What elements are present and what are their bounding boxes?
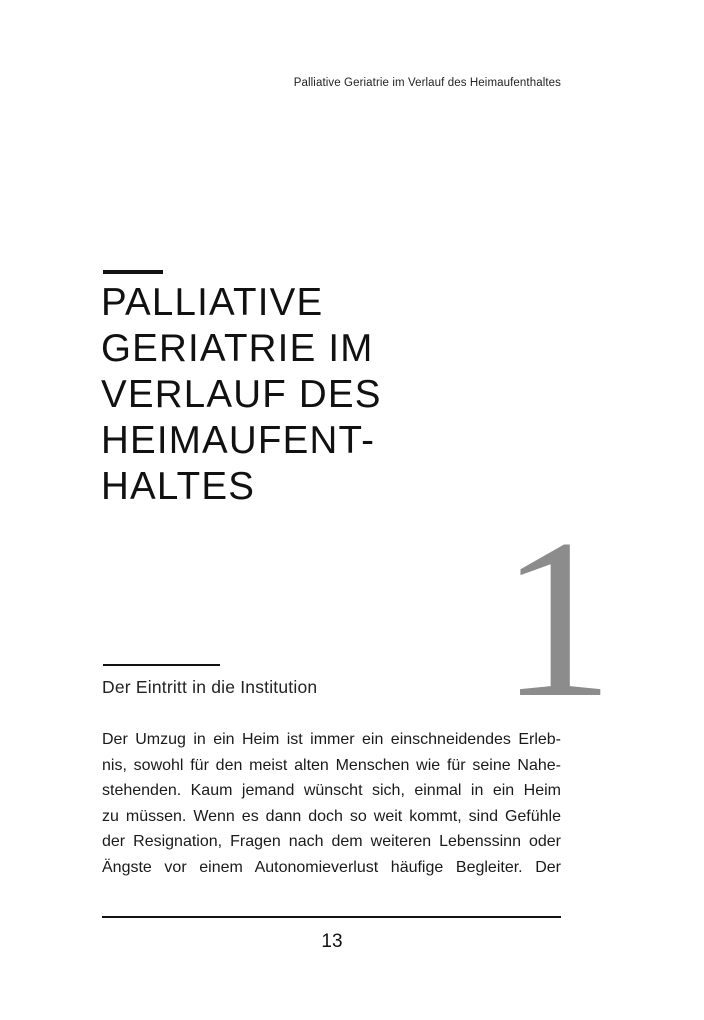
title-accent-bar <box>103 270 163 274</box>
chapter-number: 1 <box>500 493 614 745</box>
chapter-title-line: HALTES <box>101 465 256 508</box>
body-line: stehenden. Kaum jemand wünscht sich, einmal in ein Heim <box>102 782 561 799</box>
body-paragraph <box>102 727 561 880</box>
page-number: 13 <box>321 931 343 952</box>
section-rule <box>103 664 220 666</box>
chapter-title-line: HEIMAUFENT- <box>101 419 376 462</box>
chapter-title-line: PALLIATIVE <box>101 281 324 324</box>
running-header: Palliative Geriatrie im Verlauf des Heimaufenthaltes <box>293 77 561 89</box>
body-line: der Resignation, Fragen nach dem weiteren Lebenssinn oder <box>102 833 561 850</box>
body-line: zu müssen. Wenn es dann doch so weit kommt, sind Gefühle <box>102 807 561 825</box>
chapter-title <box>101 280 382 510</box>
footer-rule <box>102 916 561 918</box>
chapter-title-line: VERLAUF DES <box>101 373 382 416</box>
body-line: nis, sowohl für den meist alten Menschen wie für seine Nahe- <box>102 756 561 774</box>
section-heading: Der Eintritt in die Institution <box>102 677 318 697</box>
body-line: Der Umzug in ein Heim ist immer ein einschneidendes Erleb- <box>102 731 561 748</box>
chapter-title-line: GERIATRIE IM <box>101 327 374 370</box>
body-line: Ängste vor einem Autonomieverlust häufige Begleiter. Der <box>102 858 561 876</box>
